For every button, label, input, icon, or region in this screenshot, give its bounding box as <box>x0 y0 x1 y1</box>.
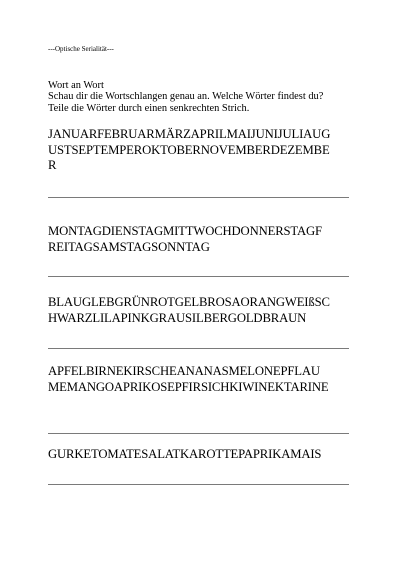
worksheet-header: ---Optische Serialität--- <box>48 45 114 53</box>
word-snake-line: USTSEPTEMPEROKTOBERNOVEMBERDEZEMBE <box>48 142 330 157</box>
answer-line <box>48 197 349 198</box>
word-snake-fruits <box>48 364 378 395</box>
word-snake-colors <box>48 295 378 326</box>
word-snake-line: JANUARFEBRUARMÄRZAPRILMAIJUNIJULIAUG <box>48 127 331 141</box>
word-snake-vegetables <box>48 447 378 463</box>
answer-line <box>48 484 349 485</box>
answer-line <box>48 348 349 349</box>
word-snake-line: MONTAGDIENSTAGMITTWOCHDONNERSTAGF <box>48 224 322 238</box>
word-snake-line: APFELBIRNEKIRSCHEANANASMELONEPFLAU <box>48 364 320 378</box>
word-snake-line: R <box>48 158 57 172</box>
answer-line <box>48 276 349 277</box>
word-snake-weekdays <box>48 224 378 255</box>
word-snake-line: HWARZLILAPINKGRAUSILBERGOLDBRAUN <box>48 310 307 325</box>
instructions-heading: Wort an Wort <box>48 80 104 91</box>
instructions-line-1: Schau dir die Wortschlangen genau an. Welche Wörter findest du? <box>48 91 324 103</box>
word-snake-months <box>48 127 378 174</box>
word-snake-line: GURKETOMATESALATKAROTTEPAPRIKAMAIS <box>48 447 322 461</box>
answer-line <box>48 433 349 434</box>
instructions <box>48 80 378 114</box>
instructions-line-2: Teile die Wörter durch einen senkrechten Strich. <box>48 102 250 114</box>
word-snake-line: REITAGSAMSTAGSONNTAG <box>48 239 210 254</box>
word-snake-line: MEMANGOAPRIKOSEPFIRSICHKIWINEKTARINE <box>48 379 329 394</box>
word-snake-line: BLAUGLEBGRÜNROTGELBROSAORANGWEIßSC <box>48 295 330 309</box>
